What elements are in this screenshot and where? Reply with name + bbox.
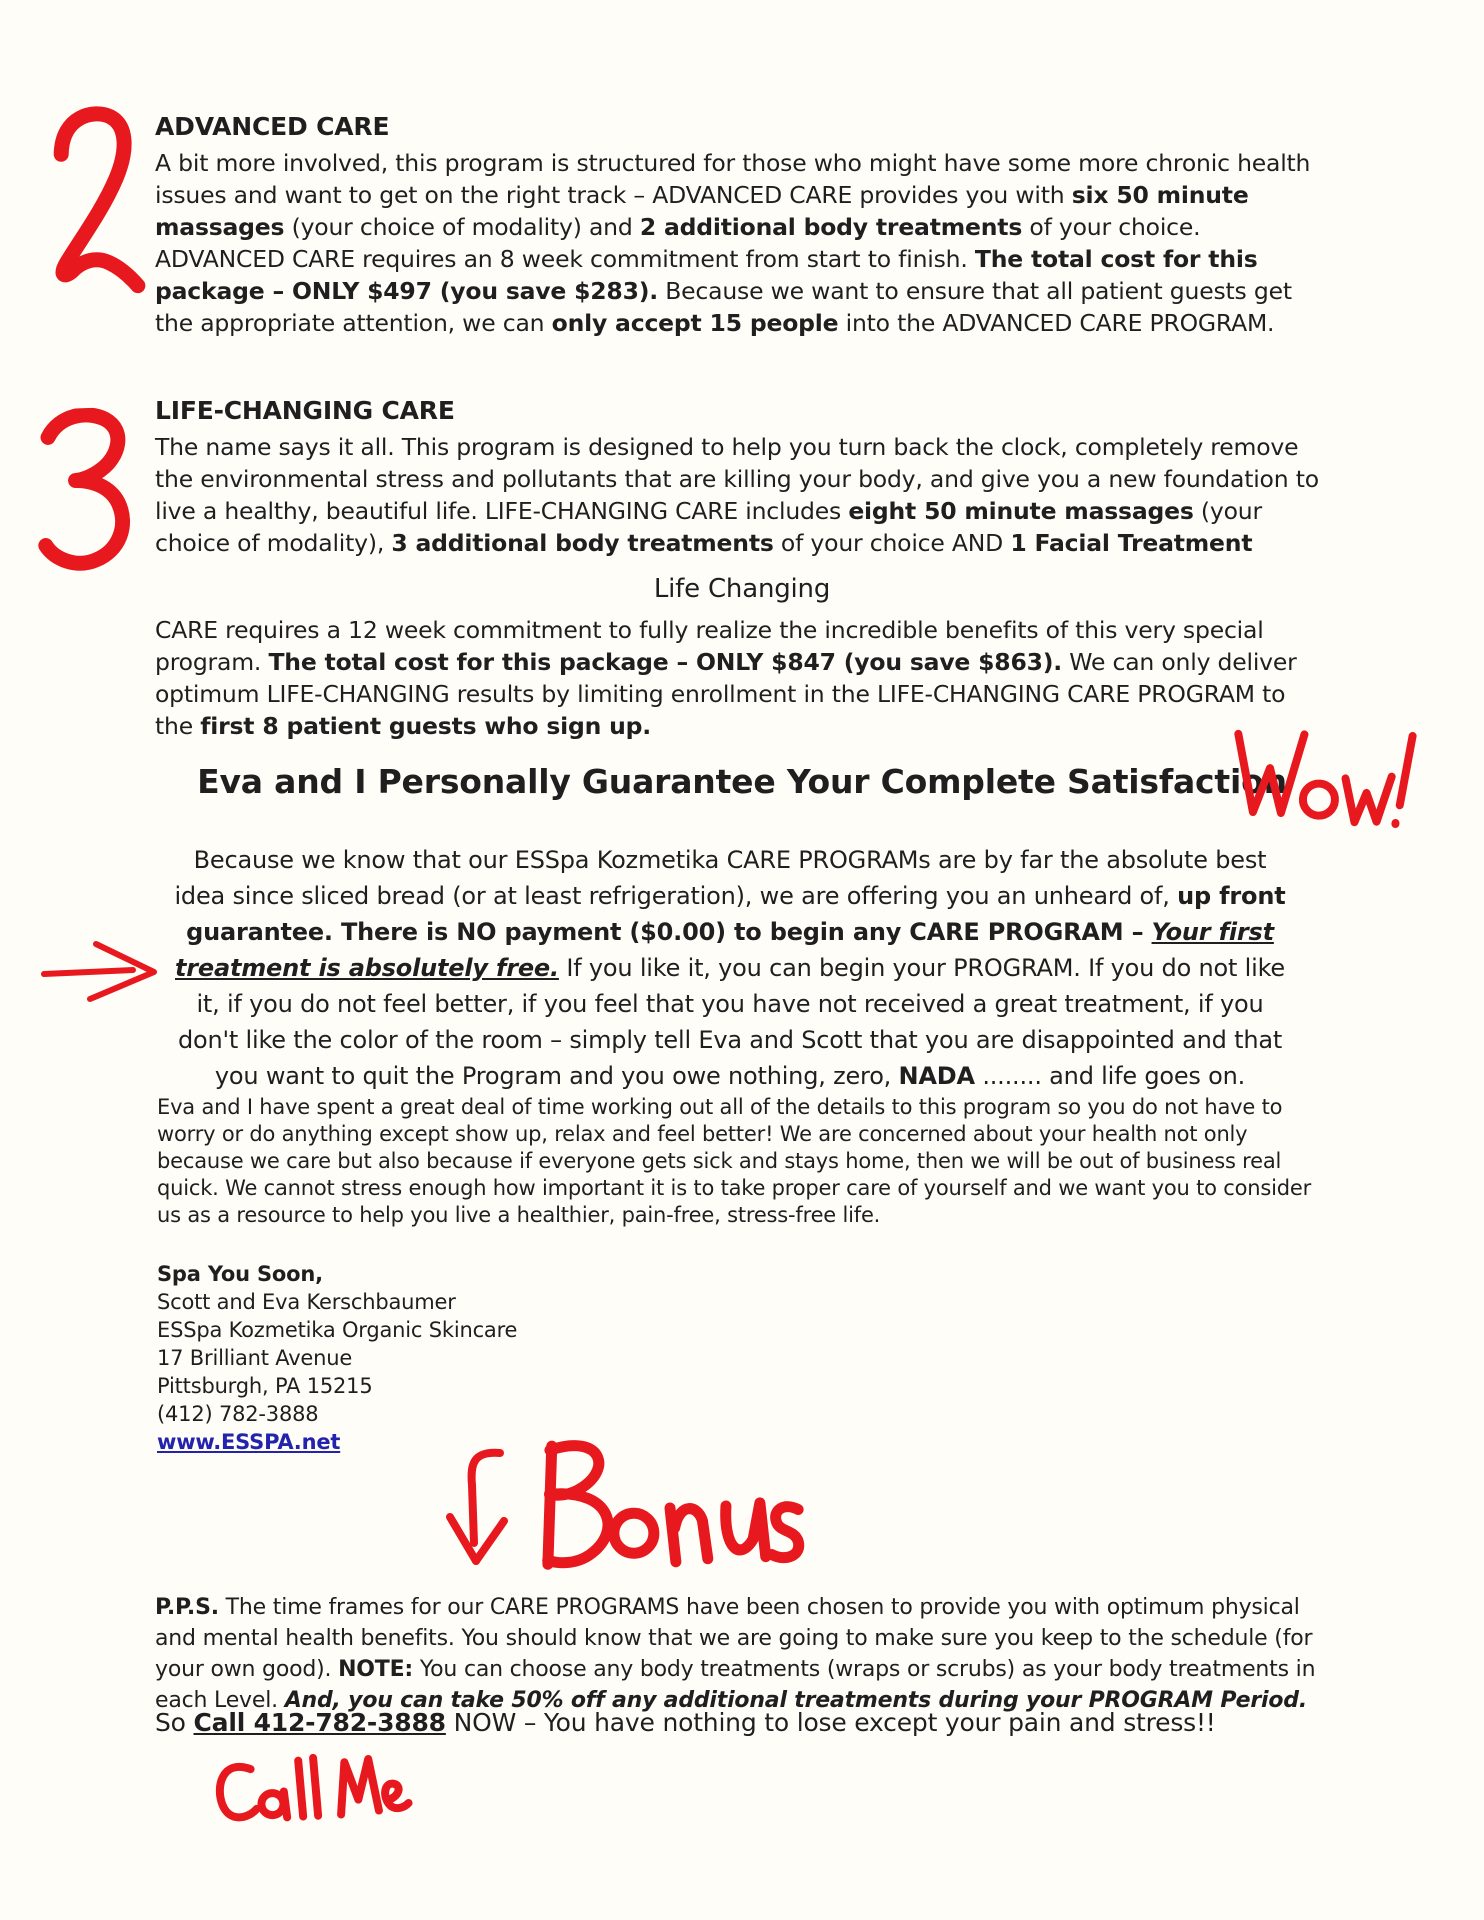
website-link[interactable]: www.ESSPA.net <box>157 1430 341 1454</box>
signature-street: 17 Brilliant Avenue <box>157 1346 353 1370</box>
life-changing-care-section <box>155 396 1323 559</box>
pps-paragraph: P.P.S. The time frames for our CARE PROGRAMS have been chosen to provide you with optimum physical and mental health benefits. You should know that we are going to make sure you keep to the schedule (for your own good). NOTE: You can choose any body treatments (wraps or scrubs) as your body treatments in each Level. And, you can take 50% off any additional treatments during your PROGRAM Period. <box>155 1595 1316 1713</box>
signature-closing: Spa You Soon, <box>157 1262 323 1286</box>
details-section <box>157 1094 1332 1229</box>
guarantee-heading: Eva and I Personally Guarantee Your Complete Satisfaction <box>197 762 1287 801</box>
handwritten-number-2-annotation <box>42 103 154 307</box>
signature-block <box>157 1260 517 1456</box>
down-arrow-icon <box>440 1445 520 1590</box>
details-paragraph: Eva and I have spent a great deal of time working out all of the details to this program so you do not have to worry or do anything except show up, relax and feel better! We are concerned about your health not only because we care but also because if everyone gets sick and stays home, then we will be out of business real quick. We cannot stress enough how important it is to take proper care of yourself and we want you to consider us as a resource to help you live a healthier, pain-free, stress-free life. <box>157 1095 1312 1227</box>
signature-city: Pittsburgh, PA 15215 <box>157 1374 373 1398</box>
signature-phone: (412) 782-3888 <box>157 1402 319 1426</box>
handwritten-wow-annotation <box>1221 715 1429 854</box>
handwritten-call-me-annotation <box>210 1747 414 1842</box>
guarantee-section <box>170 842 1290 1094</box>
handwritten-number-3-annotation <box>27 406 153 580</box>
guarantee-paragraph: Because we know that our ESSpa Kozmetika CARE PROGRAMs are by far the absolute best idea since sliced bread (or at least refrigeration), we are offering you an unheard of, up front guarantee. There is NO payment ($0.00) to begin any CARE PROGRAM – Your first treatment is absolutely free. If you like it, you can begin your PROGRAM. If you do not like it, if you do not feel better, if you feel that you have not received a great treatment, if you don't like the color of the room – simply tell Eva and Scott that you are disappointed and that you want to quit the Program and you owe nothing, zero, NADA ........ and life goes on. <box>174 846 1286 1090</box>
signature-company: ESSpa Kozmetika Organic Skincare <box>157 1318 518 1342</box>
advanced-care-section <box>155 112 1323 339</box>
pps-section <box>155 1592 1335 1716</box>
life-changing-care-paragraph: The name says it all. This program is designed to help you turn back the clock, completely remove the environmental stress and pollutants that are killing your body, and give you a new foundation to live a healthy, beautiful life. LIFE-CHANGING CARE includes eight 50 minute massages (your choice of modality), 3 additional body treatments of your choice AND 1 Facial Treatment <box>155 433 1319 557</box>
life-changing-subheading: Life Changing <box>653 574 831 604</box>
care-12-week-paragraph: CARE requires a 12 week commitment to fully realize the incredible benefits of this very special program. The total cost for this package – ONLY $847 (you save $863). We can only deliver optimum LIFE-CHANGING results by limiting enrollment in the LIFE-CHANGING CARE PROGRAM to the first 8 patient guests who sign up. <box>155 616 1297 740</box>
life-changing-care-title: LIFE-CHANGING CARE <box>155 396 455 425</box>
signature-name: Scott and Eva Kerschbaumer <box>157 1290 456 1314</box>
advanced-care-title: ADVANCED CARE <box>155 112 390 141</box>
advanced-care-paragraph: A bit more involved, this program is structured for those who might have some more chronic health issues and want to get on the right track – ADVANCED CARE provides you with six 50 minute massages (your choice of modality) and 2 additional body treatments of your choice. ADVANCED CARE requires an 8 week commitment from start to finish. The total cost for this package – ONLY $497 (you save $283). Because we want to ensure that all patient guests get the appropriate attention, we can only accept 15 people into the ADVANCED CARE PROGRAM. <box>155 149 1311 337</box>
call-now-line: So Call 412-782-3888 NOW – You have nothing to lose except your pain and stress!! <box>155 1708 1216 1737</box>
handwritten-bonus-annotation <box>527 1423 812 1593</box>
care-12-week-section <box>155 614 1323 742</box>
right-arrow-icon <box>38 936 168 1006</box>
